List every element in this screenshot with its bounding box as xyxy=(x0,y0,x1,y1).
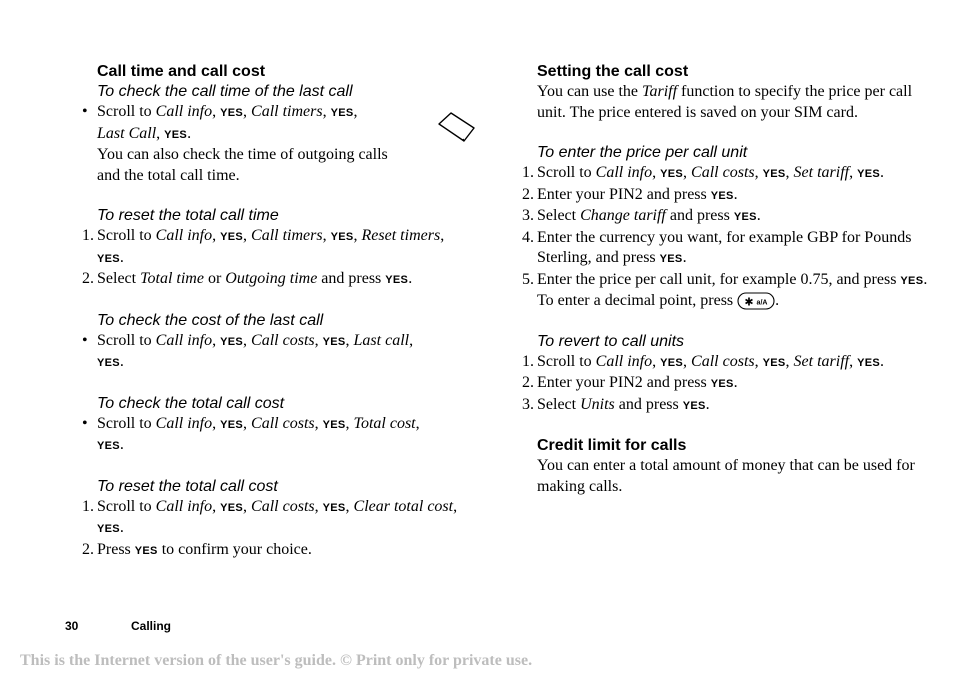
list-item: 3. Select Units and press YES. xyxy=(522,395,710,413)
section-heading-setting-call-cost: Setting the call cost xyxy=(537,63,689,80)
list-item: 1. Scroll to Call info, YES, Call costs, YES, Set tariff, YES. xyxy=(522,164,885,181)
page-number: 30 xyxy=(65,619,79,633)
list-item: 2. Enter your PIN2 and press YES. xyxy=(522,185,738,203)
list-item: 5. Enter the price per call unit, for example 0.75, and press YES. To enter a decimal point, press ✱ a/A . xyxy=(522,270,928,309)
paragraph: You can enter a total amount of money that can be used for making calls. xyxy=(537,457,915,495)
svg-text:a/A: a/A xyxy=(756,299,768,307)
subheading-enter-price-per-unit: To enter the price per call unit xyxy=(537,144,748,161)
note-text: You can also check the time of outgoing calls and the total call time. xyxy=(97,146,388,184)
paragraph: You can use the Tariff function to specify the price per call unit. The price entered is saved on your SIM card. xyxy=(537,83,913,121)
subheading-reset-total-call-time: To reset the total call time xyxy=(97,207,279,224)
left-column xyxy=(72,62,472,561)
list-item: 4. Enter the currency you want, for example GBP for Pounds Sterling, and press YES. xyxy=(522,228,912,266)
subheading-check-total-call-cost: To check the total call cost xyxy=(97,394,285,412)
section-name: Calling xyxy=(131,619,172,633)
list-item: • Scroll to Call info, YES, Call costs, YES, Last call, YES. xyxy=(82,331,414,370)
subheading-check-last-call-cost: To check the cost of the last call xyxy=(97,311,324,329)
svg-text:✱: ✱ xyxy=(744,295,754,309)
list-item: 2. Enter your PIN2 and press YES. xyxy=(522,374,738,391)
section-heading-credit-limit: Credit limit for calls xyxy=(537,437,687,454)
star-key-icon xyxy=(737,292,775,310)
list-item: 1. Scroll to Call info, YES, Call costs, YES, Set tariff, YES. xyxy=(522,352,885,370)
bullet: • xyxy=(82,103,88,120)
list-item: • Scroll to Call info, YES, Call timers, YES, Last Call, YES. xyxy=(82,103,358,142)
subheading-revert-to-call-units: To revert to call units xyxy=(537,332,685,350)
yes-key: YES xyxy=(220,107,244,119)
list-item: 3. Select Change tariff and press YES. xyxy=(522,207,761,224)
list-item: • Scroll to Call info, YES, Call costs, YES, Total cost, YES. xyxy=(82,414,420,453)
right-column xyxy=(512,62,932,497)
phone-icon xyxy=(437,110,477,144)
subheading-reset-total-call-cost: To reset the total call cost xyxy=(97,477,278,495)
list-item: 1. Scroll to Call info, YES, Call timers, YES, Reset timers, YES. xyxy=(82,227,445,266)
section-heading-call-time-cost: Call time and call cost xyxy=(97,63,266,80)
list-item: 2. Press YES to confirm your choice. xyxy=(82,540,312,558)
disclaimer-text: This is the Internet version of the user's guide. © Print only for private use. xyxy=(20,652,533,669)
list-item: 2. Select Total time or Outgoing time and press YES. xyxy=(82,270,413,287)
subheading-check-last-call-time: To check the call time of the last call xyxy=(97,83,353,100)
list-item: 1. Scroll to Call info, YES, Call costs, YES, Clear total cost, YES. xyxy=(82,497,458,536)
